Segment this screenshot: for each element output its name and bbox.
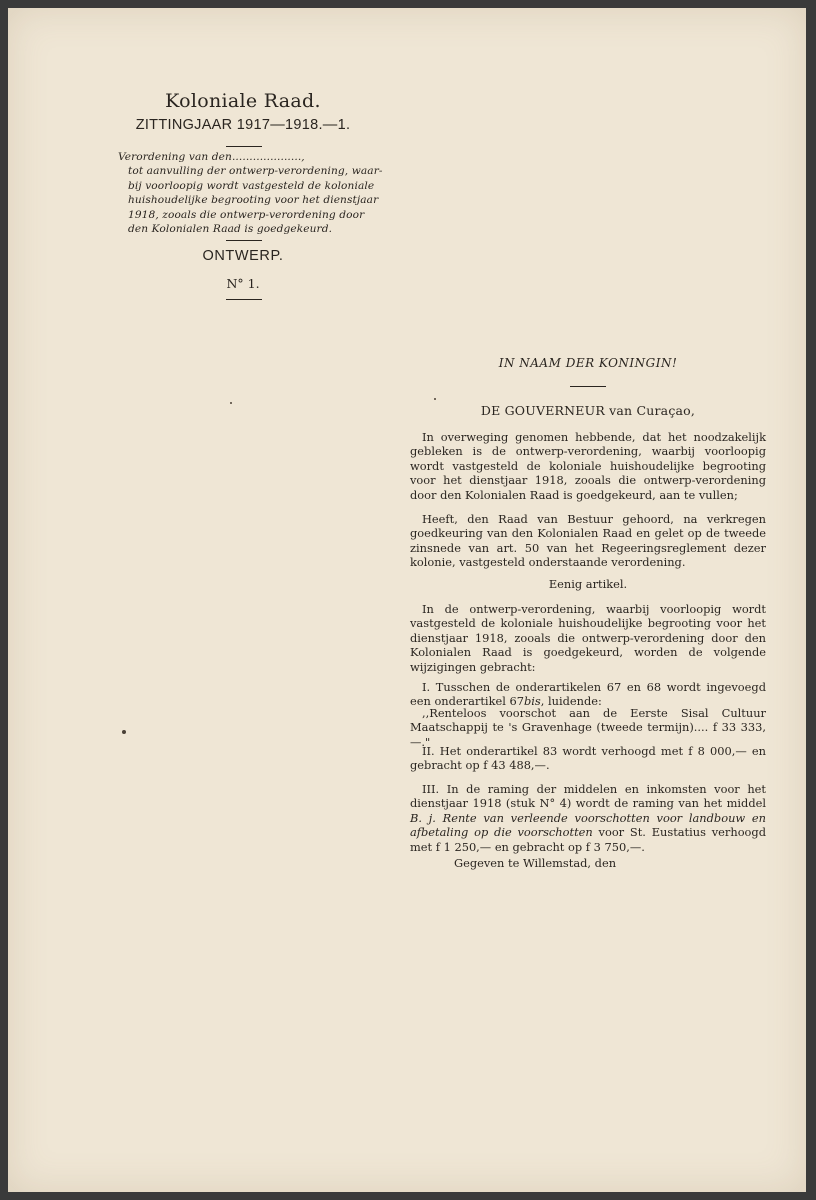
paper-speck [230, 402, 232, 404]
amendment-item-3-text: III. In de raming der middelen en inkomsten voor het dienstjaar 1918 (stuk N° 4) wordt de raming van het middel [410, 782, 766, 811]
ordinance-description [118, 150, 383, 236]
amendment-item-1 [410, 680, 766, 709]
divider [226, 146, 262, 147]
considering-paragraph: In overweging genomen hebbende, dat het noodzakelijk gebleken is de ontwerp-verordening, waarbij voorloopig wordt vastgesteld de koloniale huishoudelijke begrooting voor het dienstjaar 1918, zooals die ontwerp-verordening door den Kolonialen Raad is goedgekeurd, aan te vullen; [410, 430, 766, 502]
amendment-item-2: II. Het onderartikel 83 wordt verhoogd met f 8 000,— en gebracht op f 43 488,—. [410, 744, 766, 773]
description-line: huishoudelijke begrooting voor het dienstjaar [128, 194, 379, 207]
amendment-item-3-italic: B. j. Rente van verleende voorschotten voor landbouw en afbetaling op die voorschotten [410, 810, 766, 840]
council-title: Koloniale Raad. [165, 90, 321, 112]
divider [226, 299, 262, 300]
document-type: ONTWERP. [202, 248, 284, 264]
governor-heading: DE GOUVERNEUR van Curaçao, [480, 403, 696, 418]
article-text: In de ontwerp-verordening, waarbij voorloopig wordt vastgesteld de koloniale huishoudelijke begrooting voor het dienstjaar 1918, zooals die ontwerp-verordening door den Kolonialen Raad is goedgekeurd, worden de volgende wijzigingen gebracht: [410, 602, 766, 674]
document-page [8, 8, 806, 1192]
paper-speck [122, 730, 126, 734]
paper-speck [434, 398, 436, 400]
divider [570, 386, 606, 387]
description-line: tot aanvulling der ontwerp-verordening, waar- [128, 165, 383, 178]
amendment-item-3 [410, 782, 766, 854]
amendment-item-3-tail: voor St. Eustatius verhoogd met f 1 250,— en gebracht op f 3 750,—. [410, 825, 766, 854]
session-year: ZITTINGJAAR 1917—1918.—1. [135, 117, 351, 133]
description-line: bij voorloopig wordt vastgesteld de koloniale [128, 179, 375, 192]
signing-place: Gegeven te Willemstad, den [454, 856, 617, 870]
amendment-item-1-quote: ,,Renteloos voorschot aan de Eerste Sisal Cultuur Maatschappij te 's Gravenhage (tweede termijn).... f 33 333,—." [410, 706, 766, 749]
article-title: Eenig artikel. [548, 577, 628, 591]
enactment-paragraph: Heeft, den Raad van Bestuur gehoord, na verkregen goedkeuring van den Kolonialen Raad en gelet op de tweede zinsnede van art. 50 van het Regeeringsreglement dezer kolonie, vastgesteld onderstaande verordening. [410, 512, 766, 570]
amendment-item-1-tail: , luidende: [540, 694, 602, 709]
amendment-item-1-bis: bis [523, 694, 541, 709]
document-number: N° 1. [226, 276, 260, 291]
divider [226, 240, 262, 241]
royal-invocation: IN NAAM DER KONINGIN! [498, 356, 678, 370]
amendment-item-1-text: I. Tusschen de onderartikelen 67 en 68 wordt ingevoegd een onderartikel 67 [410, 680, 766, 709]
description-line: Verordening van den...................., [118, 151, 305, 163]
description-line: 1918, zooals die ontwerp-verordening door [128, 208, 365, 221]
description-line: den Kolonialen Raad is goedgekeurd. [128, 223, 333, 236]
